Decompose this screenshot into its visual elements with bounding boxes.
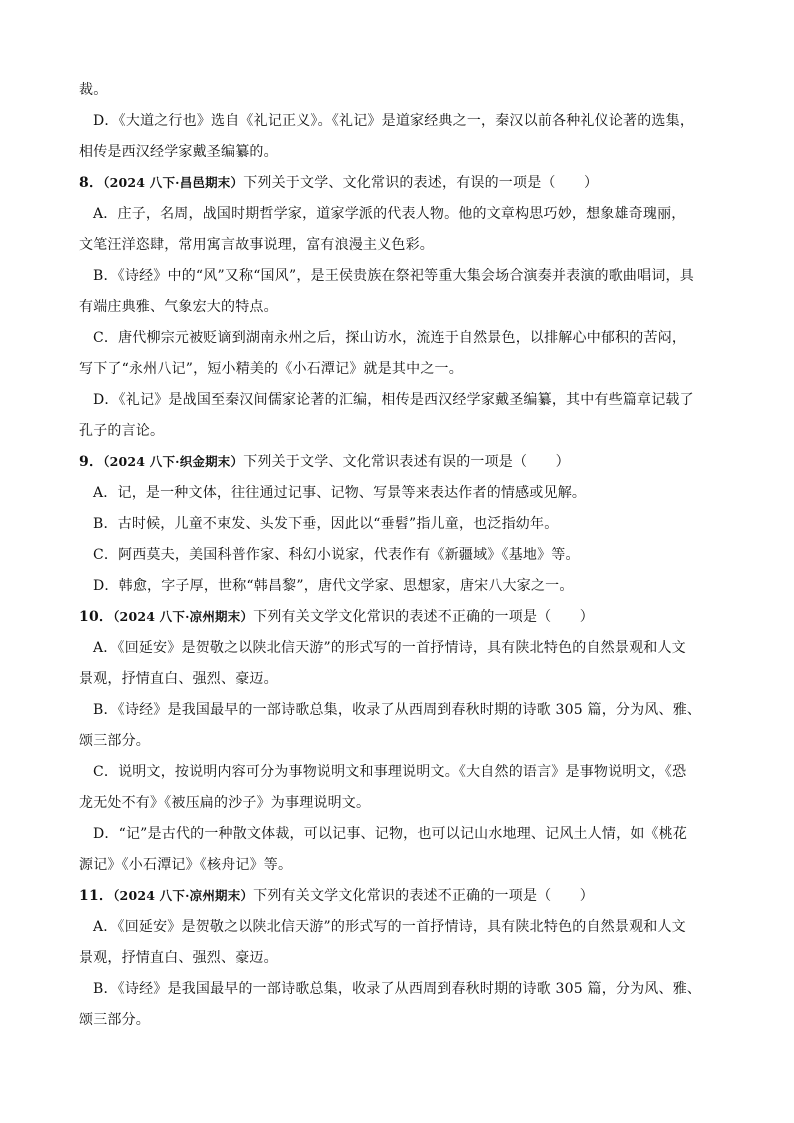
text-line: 源记》《小石潭记》《核舟记》等。 <box>79 857 293 873</box>
text-line: 裁。 <box>79 82 108 98</box>
text-line: D．“记”是古代的一种散文体裁，可以记事、记物，也可以记山水地理、记风土人情，如《桃花 <box>93 826 688 842</box>
question-source: （2024 八下·凉州期末） <box>113 888 254 903</box>
text-line: 龙无处不有》《被压扁的沙子》为事理说明文。 <box>79 795 371 811</box>
text-line: 孔子的言论。 <box>79 423 165 439</box>
question-stem: 下列关于文学、文化常识的表述，有误的一项是（ ） <box>243 175 599 191</box>
question-heading <box>79 452 570 472</box>
question-number: 11． <box>79 888 114 904</box>
text-line: D．韩愈，字子厚，世称“韩昌黎”，唐代文学家、思想家，唐宋八大家之一。 <box>93 578 574 594</box>
question-heading <box>79 886 594 906</box>
question-heading <box>79 607 594 627</box>
question-source: （2024 八下·织金期末） <box>103 454 244 469</box>
question-number: 9． <box>79 454 104 470</box>
text-line: 景观，抒情直白、强烈、豪迈。 <box>79 671 278 687</box>
text-line: C．阿西莫夫，美国科普作家、科幻小说家，代表作有《新疆域》《基地》等。 <box>93 547 580 563</box>
text-line: A．《回延安》是贺敬之以陕北信天游”的形式写的一首抒情诗，具有陕北特色的自然景观和人文 <box>93 640 686 656</box>
question-heading <box>79 173 598 193</box>
text-line: 颂三部分。 <box>79 1012 150 1028</box>
question-source: （2024 八下·凉州期末） <box>113 609 254 624</box>
text-line: A．《回延安》是贺敬之以陕北信天游”的形式写的一首抒情诗，具有陕北特色的自然景观和人文 <box>93 919 686 935</box>
text-line: D．《礼记》是战国至秦汉间儒家论著的汇编，相传是西汉经学家戴圣编纂，其中有些篇章记载了 <box>93 392 694 408</box>
text-line: B．《诗经》中的“风”又称“国风”，是王侯贵族在祭祀等重大集会场合演奏并表演的歌曲唱词，具 <box>93 268 694 284</box>
text-line: B．古时候，儿童不束发、头发下垂，因此以“垂髫”指儿童，也泛指幼年。 <box>93 516 559 532</box>
text-line: D．《大道之行也》选自《礼记正义》。《礼记》是道家经典之一，秦汉以前各种礼仪论著的选集， <box>93 113 695 129</box>
text-line: C．说明文，按说明内容可分为事物说明文和事理说明文。《大自然的语言》是事物说明文，《恐 <box>93 764 687 780</box>
question-stem: 下列有关文学文化常识的表述不正确的一项是（ ） <box>253 609 594 625</box>
text-line: A．记，是一种文体，往往通过记事、记物、写景等来表达作者的情感或见解。 <box>93 485 587 501</box>
text-line: C．唐代柳宗元被贬谪到湖南永州之后，探山访水，流连于自然景色，以排解心中郁积的苦闷， <box>93 330 687 346</box>
text-line: 有端庄典雅、气象宏大的特点。 <box>79 299 278 315</box>
question-number: 8． <box>79 175 104 191</box>
text-line: 颂三部分。 <box>79 733 150 749</box>
text-line: A．庄子，名周，战国时期哲学家，道家学派的代表人物。他的文章构思巧妙，想象雄奇瑰丽， <box>93 206 686 222</box>
question-source: （2024 八下·昌邑期末） <box>103 175 244 190</box>
text-line: 文笔汪洋恣肆，常用寓言故事说理，富有浪漫主义色彩。 <box>79 237 434 253</box>
text-line: 景观，抒情直白、强烈、豪迈。 <box>79 950 278 966</box>
question-stem: 下列有关文学文化常识的表述不正确的一项是（ ） <box>253 888 594 904</box>
question-stem: 下列关于文学、文化常识表述有误的一项是（ ） <box>243 454 570 470</box>
text-line: B．《诗经》是我国最早的一部诗歌总集，收录了从西周到春秋时期的诗歌 305 篇，分为风、雅、 <box>93 981 702 997</box>
question-number: 10． <box>79 609 114 625</box>
text-line: 写下了“永州八记”，短小精美的《小石潭记》就是其中之一。 <box>79 361 463 377</box>
text-line: B．《诗经》是我国最早的一部诗歌总集，收录了从西周到春秋时期的诗歌 305 篇，分为风、雅、 <box>93 702 702 718</box>
text-line: 相传是西汉经学家戴圣编纂的。 <box>79 144 278 160</box>
